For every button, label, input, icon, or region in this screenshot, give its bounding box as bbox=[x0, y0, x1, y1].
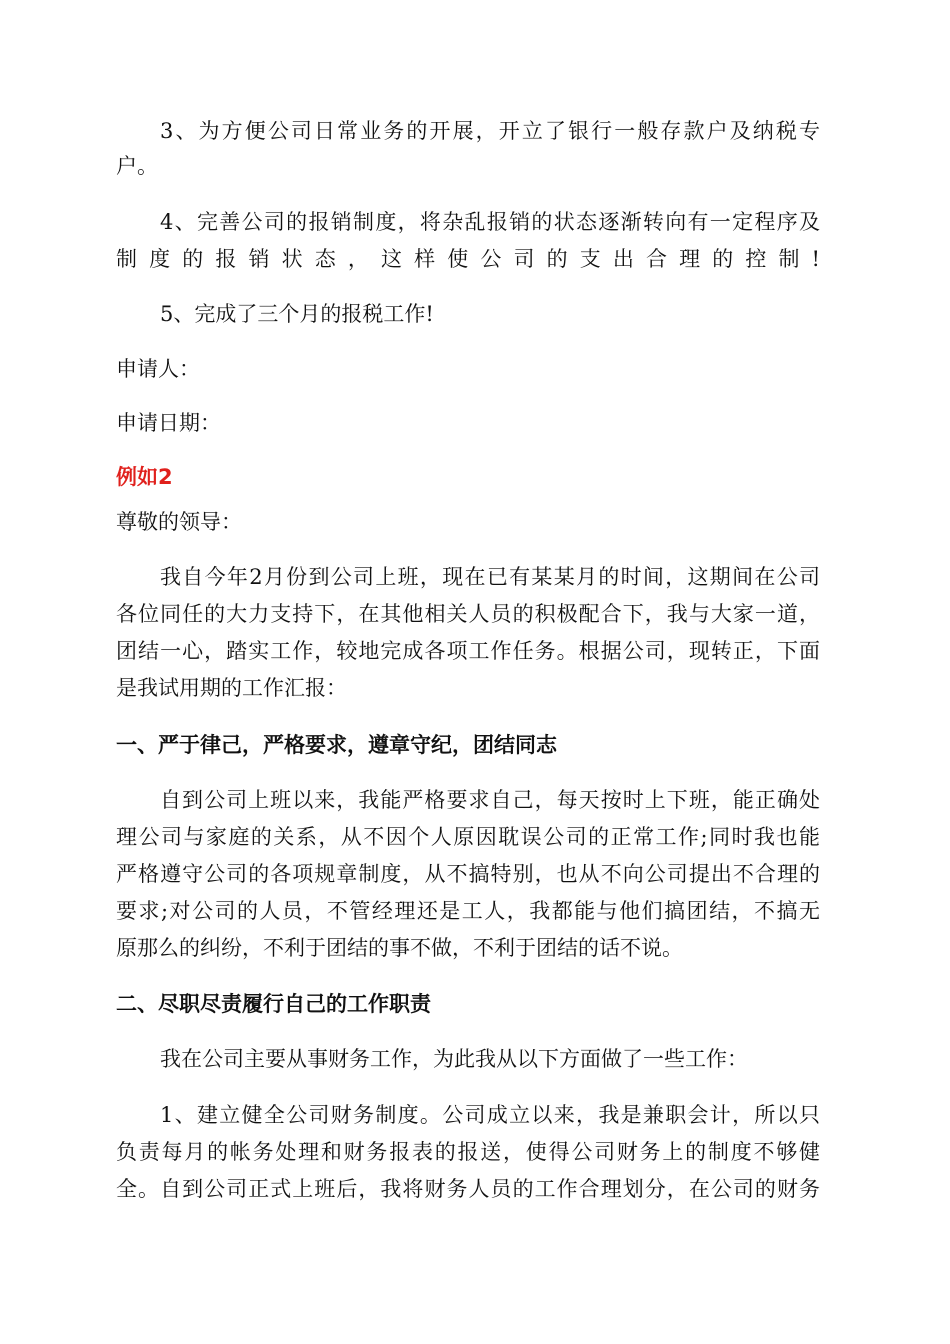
text-line: 要求;对公司的人员，不管经理还是工人，我都能与他们搞团结，不搞无 bbox=[116, 899, 822, 923]
text-line: 我在公司主要从事财务工作，为此我从以下方面做了一些工作： bbox=[160, 1047, 748, 1071]
text-line: 全。自到公司正式上班后，我将财务人员的工作合理划分，在公司的财务 bbox=[116, 1177, 822, 1201]
text-line: 1、建立健全公司财务制度。公司成立以来，我是兼职会计，所以只 bbox=[160, 1103, 822, 1127]
text-line: 严格遵守公司的各项规章制度，从不搞特别，也从不向公司提出不合理的 bbox=[116, 862, 822, 886]
text-line: 4、完善公司的报销制度，将杂乱报销的状态逐渐转向有一定程序及 bbox=[160, 210, 822, 234]
example-heading: 例如2 bbox=[116, 465, 173, 489]
text-line: 团结一心，踏实工作，较地完成各项工作任务。根据公司，现转正，下面 bbox=[116, 639, 822, 663]
text-line: 制度的报销状态，这样使公司的支出合理的控制! bbox=[116, 247, 833, 271]
text-line: 我自今年2月份到公司上班，现在已有某某月的时间，这期间在公司 bbox=[160, 565, 822, 589]
application-date-label: 申请日期： bbox=[116, 411, 221, 435]
text-line: 负责每月的帐务处理和财务报表的报送，使得公司财务上的制度不够健 bbox=[116, 1140, 822, 1164]
text-line: 3、为方便公司日常业务的开展，开立了银行一般存款户及纳税专 bbox=[160, 119, 823, 143]
text-line: 理公司与家庭的关系，从不因个人原因耽误公司的正常工作;同时我也能 bbox=[116, 825, 822, 849]
section-heading: 二、尽职尽责履行自己的工作职责 bbox=[116, 992, 431, 1016]
applicant-label: 申请人： bbox=[116, 357, 200, 381]
text-line: 是我试用期的工作汇报： bbox=[116, 676, 347, 700]
salutation: 尊敬的领导： bbox=[116, 510, 242, 534]
text-line: 自到公司上班以来，我能严格要求自己，每天按时上下班，能正确处 bbox=[160, 788, 822, 812]
text-line: 各位同任的大力支持下，在其他相关人员的积极配合下，我与大家一道， bbox=[116, 602, 822, 626]
text-line: 户。 bbox=[116, 154, 158, 178]
text-line: 原那么的纠纷，不利于团结的事不做，不利于团结的话不说。 bbox=[116, 936, 683, 960]
text-line: 5、完成了三个月的报税工作! bbox=[160, 302, 434, 326]
section-heading: 一、严于律己，严格要求，遵章守纪，团结同志 bbox=[116, 733, 557, 757]
